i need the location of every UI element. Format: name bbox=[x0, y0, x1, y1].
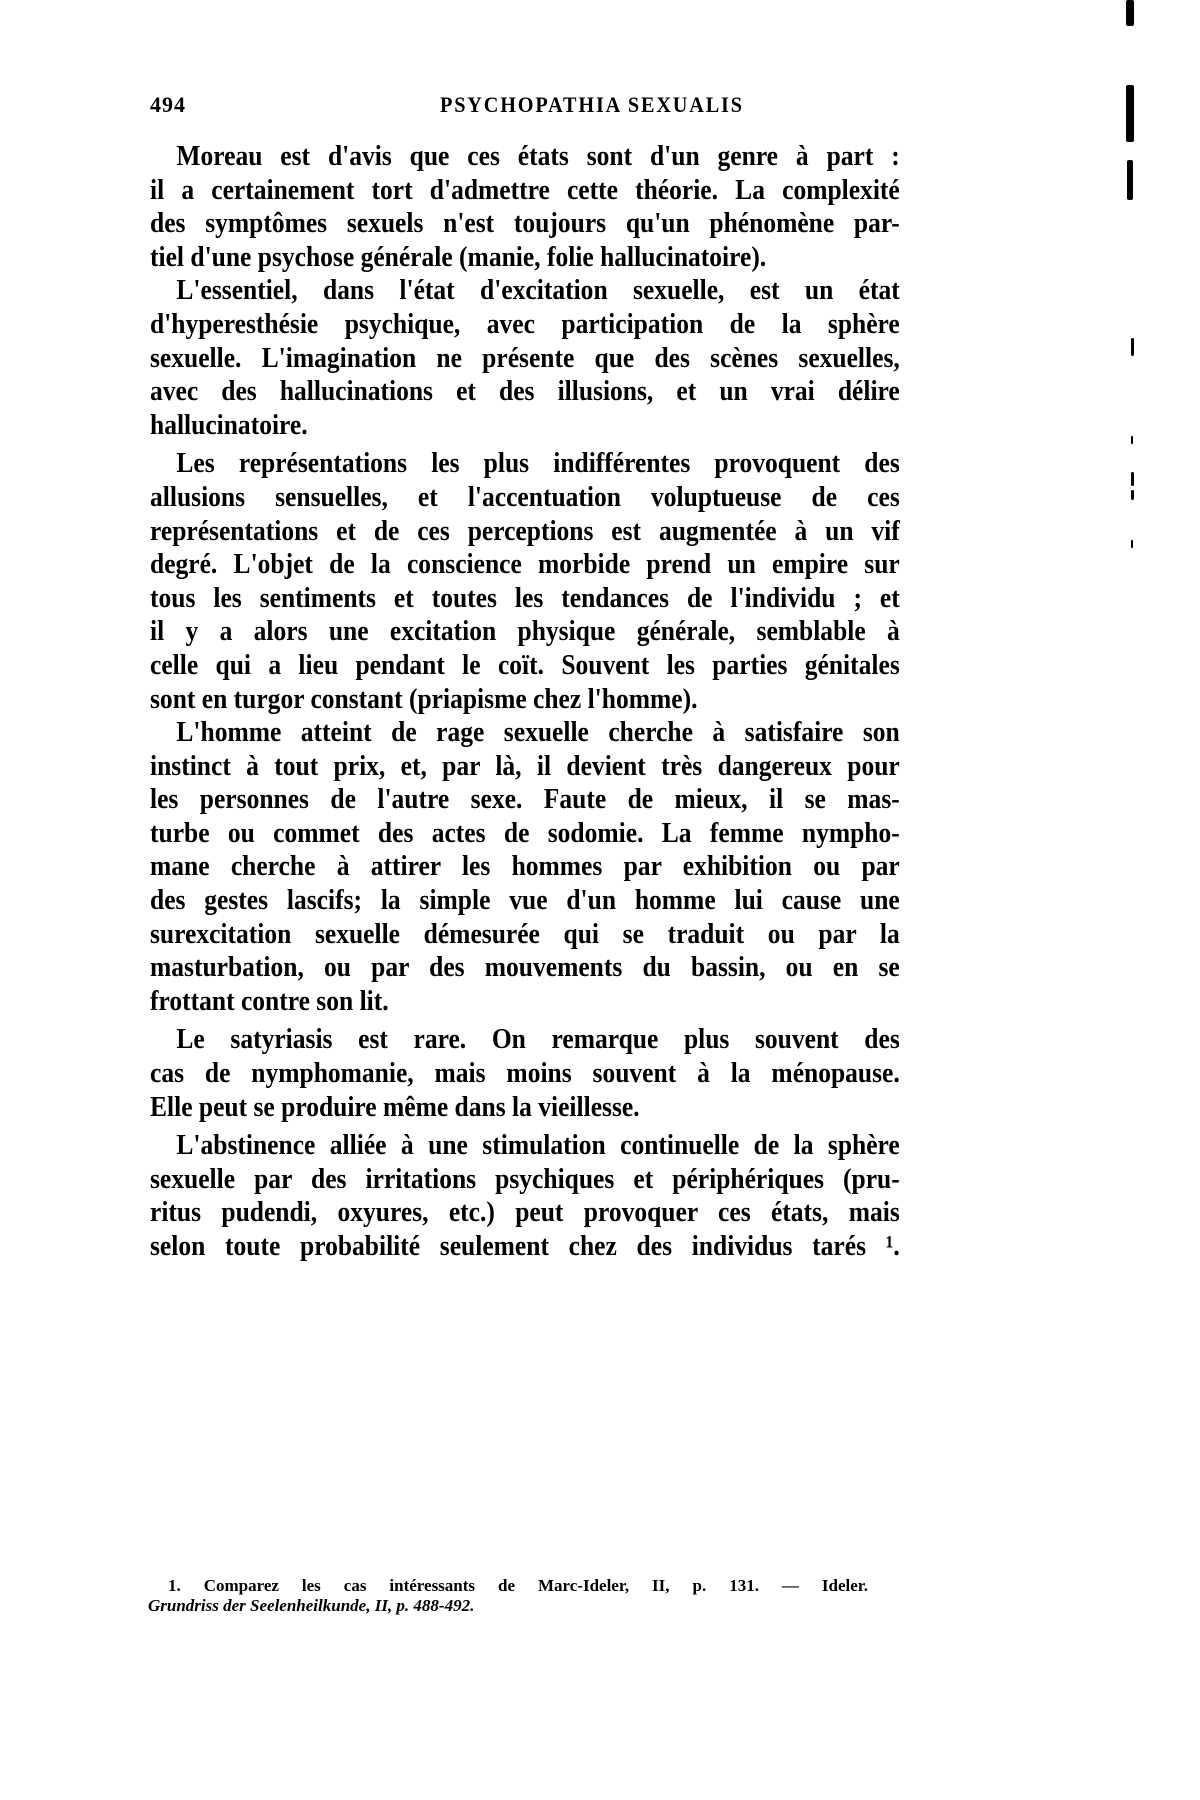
scan-mark bbox=[1127, 160, 1133, 200]
text-line: ritus pudendi, oxyures, etc.) peut provoquer ces états, mais bbox=[150, 1196, 900, 1229]
scan-mark bbox=[1126, 85, 1134, 142]
text-line: tiel d'une psychose générale (manie, folie hallucinatoire). bbox=[150, 240, 767, 273]
text-line: Les représentations les plus indifférentes provoquent des bbox=[176, 447, 900, 480]
footnote-line: 1. Comparez les cas intéressants de Marc-Ideler, II, p. 131. — Ideler. bbox=[168, 1576, 868, 1595]
paragraph bbox=[150, 716, 900, 1018]
text-line: selon toute probabilité seulement chez des individus tarés ¹. bbox=[150, 1230, 900, 1262]
scan-mark bbox=[1131, 338, 1134, 356]
text-line: des symptômes sexuels n'est toujours qu'un phénomène par- bbox=[150, 207, 900, 240]
paragraph bbox=[150, 274, 900, 442]
scan-mark bbox=[1131, 490, 1134, 500]
text-line: des gestes lascifs; la simple vue d'un homme lui cause une bbox=[150, 884, 900, 917]
footnote-line: Grundriss der Seelenheilkunde, II, p. 488-492. bbox=[148, 1596, 475, 1615]
scan-mark bbox=[1131, 540, 1133, 548]
text-line: représentations et de ces perceptions est augmentée à un vif bbox=[150, 514, 900, 547]
body-text bbox=[150, 140, 900, 1264]
text-line: les personnes de l'autre sexe. Faute de mieux, il se mas- bbox=[150, 783, 900, 816]
text-line: sont en turgor constant (priapisme chez l'homme). bbox=[150, 682, 698, 715]
text-line: Elle peut se produire même dans la vieillesse. bbox=[150, 1090, 640, 1123]
text-line: cas de nymphomanie, mais moins souvent à la ménopause. bbox=[150, 1057, 900, 1090]
text-line: Le satyriasis est rare. On remarque plus souvent des bbox=[176, 1023, 900, 1056]
text-line: turbe ou commet des actes de sodomie. La femme nympho- bbox=[150, 816, 900, 849]
text-line: hallucinatoire. bbox=[150, 408, 308, 441]
running-title: PSYCHOPATHIA SEXUALIS bbox=[440, 92, 744, 117]
scan-mark bbox=[1131, 472, 1134, 486]
text-line: L'essentiel, dans l'état d'excitation sexuelle, est un état bbox=[176, 274, 900, 307]
text-line: Moreau est d'avis que ces états sont d'un genre à part : bbox=[176, 140, 900, 172]
text-line: allusions sensuelles, et l'accentuation voluptueuse de ces bbox=[150, 480, 900, 513]
text-line: il y a alors une excitation physique générale, semblable à bbox=[150, 615, 900, 648]
paragraph bbox=[150, 1129, 900, 1263]
running-head bbox=[150, 92, 930, 122]
text-line: L'abstinence alliée à une stimulation continuelle de la sphère bbox=[176, 1129, 900, 1162]
text-line: il a certainement tort d'admettre cette théorie. La complexité bbox=[150, 173, 900, 206]
paragraph bbox=[150, 1023, 900, 1124]
text-line: degré. L'objet de la conscience morbide prend un empire sur bbox=[150, 548, 900, 581]
text-line: celle qui a lieu pendant le coït. Souvent les parties génitales bbox=[150, 648, 900, 681]
scan-mark bbox=[1131, 436, 1133, 444]
text-line: tous les sentiments et toutes les tendances de l'individu ; et bbox=[150, 581, 900, 614]
text-line: avec des hallucinations et des illusions, et un vrai délire bbox=[150, 375, 900, 408]
page-number: 494 bbox=[150, 92, 186, 117]
paragraph bbox=[150, 140, 900, 274]
footnotes bbox=[148, 1576, 888, 1616]
paragraph bbox=[150, 447, 900, 716]
text-line: sexuelle. L'imagination ne présente que des scènes sexuelles, bbox=[150, 341, 900, 374]
text-line: mane cherche à attirer les hommes par exhibition ou par bbox=[150, 850, 900, 883]
text-line: surexcitation sexuelle démesurée qui se traduit ou par la bbox=[150, 917, 900, 950]
scan-mark bbox=[1126, 0, 1134, 26]
text-line: instinct à tout prix, et, par là, il devient très dangereux pour bbox=[150, 749, 900, 782]
text-line: frottant contre son lit. bbox=[150, 984, 389, 1017]
text-line: masturbation, ou par des mouvements du bassin, ou en se bbox=[150, 951, 900, 984]
text-line: L'homme atteint de rage sexuelle cherche à satisfaire son bbox=[176, 716, 900, 749]
text-line: sexuelle par des irritations psychiques et périphériques (pru- bbox=[150, 1162, 900, 1195]
text-line: d'hyperesthésie psychique, avec participation de la sphère bbox=[150, 307, 900, 340]
